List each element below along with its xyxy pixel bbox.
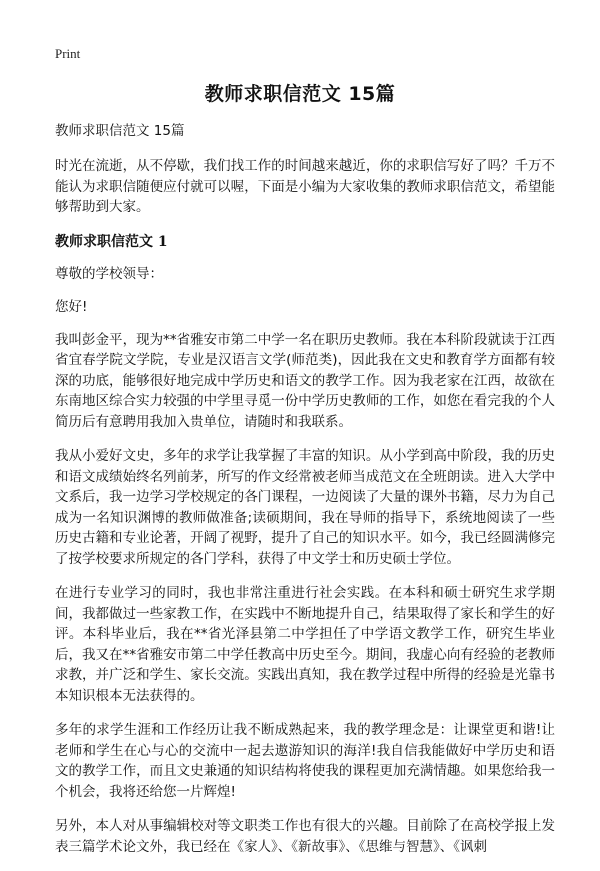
print-link[interactable]: Print: [55, 46, 81, 61]
document-subtitle: 教师求职信范文 15篇: [55, 123, 185, 139]
letter-paragraph-2: 我从小爱好文史，多年的求学让我掌握了丰富的知识。从小学到高中阶段，我的历史和语文成绩始终名列前茅，所写的作文经常被老师当成范文在全班朗读。进入大学中文系后，我一边学习学校规定的各门课程，一边阅读了大量的课外书籍，尽力为自己成为一名知识渊博的教师做准备;读硕期间，我在导师的指导下，系统地阅读了一些历史古籍和专业论著，开阔了视野，提升了自己的知识水平。如今，我已经圆满修完了按学校要求所规定的各门学科，获得了中文学士和历史硕士学位。: [55, 448, 555, 567]
letter-paragraph-3: 在进行专业学习的同时，我也非常注重进行社会实践。在本科和硕士研究生求学期间，我都做过一些家教工作，在实践中不断地提升自己，结果取得了家长和学生的好评。本科毕业后，我在**省光泽县第二中学担任了中学语文教学工作，研究生毕业后，我又在**省雅安市第二中学任教高中历史至今。期间，我虚心向有经验的老教师求教，并广泛和学生、家长交流。实践出真知，我在教学过程中所得的经验是光靠书本知识根本无法获得的。: [55, 585, 555, 704]
letter-salutation: 尊敬的学校领导：: [55, 265, 163, 282]
document-body: [55, 121, 555, 871]
document-title: 教师求职信范文 15篇: [204, 83, 396, 105]
letter-paragraph-1: 我叫彭金平，现为**省雅安市第二中学一名在职历史教师。我在本科阶段就读于江西省宜春学院文学院，专业是汉语言文学(师范类)，因此我在文史和教育学方面都有较深的功底，能够很好地完成中学历史和语文的教学工作。因为我老家在江西，故欲在东南地区综合实力较强的中学里寻觅一份中学历史教师的工作，如您在看完我的个人简历后有意聘用我加入贵单位，请随时和我联系。: [55, 331, 555, 430]
letter-paragraph-4: 多年的求学生涯和工作经历让我不断成熟起来，我的教学理念是：让课堂更和谐!让老师和学生在心与心的交流中一起去遨游知识的海洋!我自信我能做好中学历史和语文的教学工作，而且文史兼通的知识结构将使我的课程更加充满情趣。如果您给我一个机会，我将还给您一片辉煌!: [55, 722, 555, 800]
letter-greeting: 您好!: [55, 298, 88, 315]
intro-paragraph: 时光在流逝，从不停歇，我们找工作的时间越来越近，你的求职信写好了吗？千万不能认为求职信随便应付就可以喔，下面是小编为大家收集的教师求职信范文，希望能够帮助到大家。: [55, 158, 555, 215]
section-heading: 教师求职信范文 1: [55, 233, 168, 250]
letter-paragraph-5: 另外，本人对从事编辑校对等文职类工作也有很大的兴趣。目前除了在高校学报上发表三篇学术论文外，我已经在《家人》、《新故事》、《思维与智慧》、《讽刺: [55, 818, 555, 855]
